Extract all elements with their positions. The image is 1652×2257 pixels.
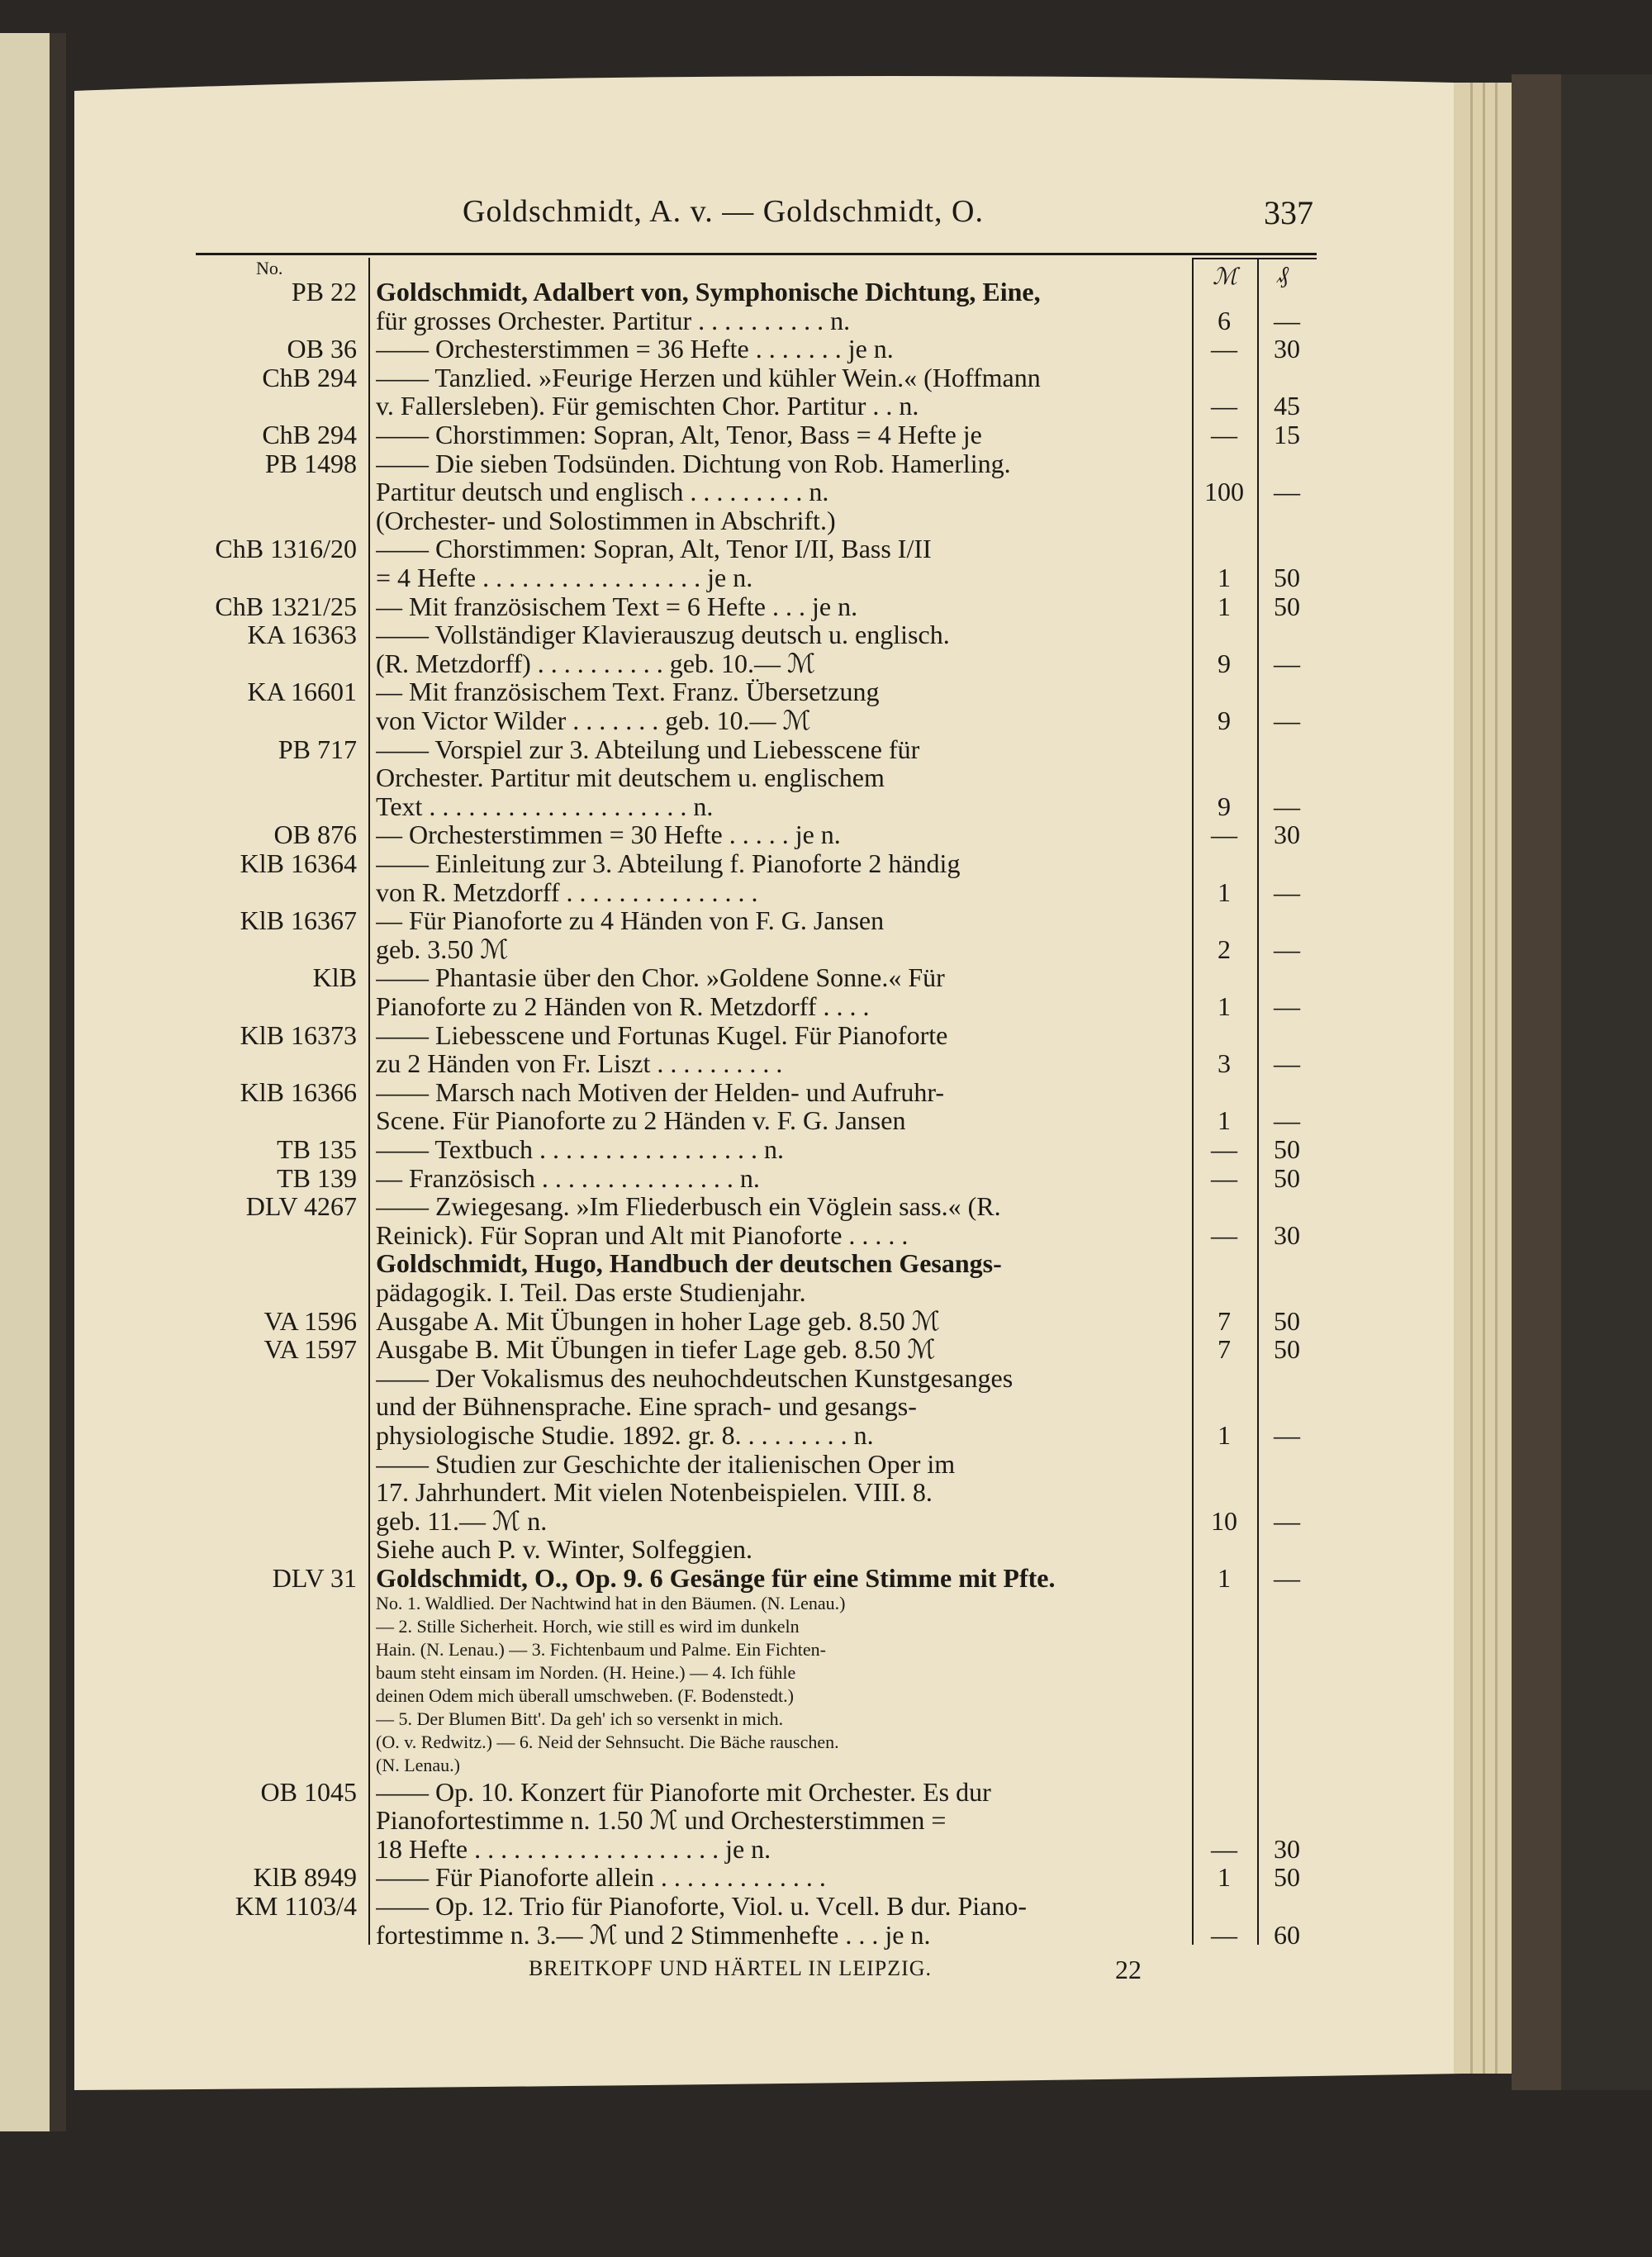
entry-text: pädagogik. I. Teil. Das erste Studienjahr.	[376, 1277, 806, 1307]
catalog-row	[0, 905, 1652, 935]
entry-text: und der Bühnensprache. Eine sprach- und gesangs-	[376, 1391, 917, 1422]
price-pfennig: —	[1274, 1505, 1300, 1536]
price-mark: 1	[1218, 991, 1231, 1021]
price-pfennig: 50	[1274, 1862, 1300, 1893]
catalog-row	[0, 449, 1652, 478]
catalog-number: ChB 1316/20	[215, 534, 357, 564]
entry-text: Scene. Für Pianoforte zu 2 Händen v. F. G. Jansen	[376, 1105, 906, 1136]
entry-text: —— Op. 12. Trio für Pianoforte, Viol. u. Vcell. B dur. Piano-	[376, 1891, 1027, 1921]
price-mark: —	[1211, 1162, 1237, 1193]
price-mark: 6	[1218, 305, 1231, 335]
price-pfennig: —	[1274, 934, 1300, 964]
price-mark: 1	[1218, 1105, 1231, 1136]
entry-text: v. Fallersleben). Für gemischten Chor. Partitur . . n.	[376, 391, 919, 421]
entry-text: — Mit französischem Text = 6 Hefte . . . je n.	[376, 591, 858, 621]
entry-text: —— Marsch nach Motiven der Helden- und Aufruhr-	[376, 1076, 945, 1107]
catalog-row	[0, 1077, 1652, 1107]
price-mark: 9	[1218, 791, 1231, 821]
catalog-row	[0, 1862, 1652, 1892]
price-mark: 2	[1218, 934, 1231, 964]
entry-text: Ausgabe A. Mit Übungen in hoher Lage geb. 8.50 ℳ	[376, 1305, 940, 1336]
price-mark: —	[1211, 1134, 1237, 1164]
column-header-pf: ₰	[1277, 263, 1289, 288]
catalog-number: VA 1596	[263, 1305, 357, 1336]
catalog-number: OB 876	[273, 820, 357, 850]
catalog-row	[0, 1534, 1652, 1564]
price-mark: —	[1211, 820, 1237, 850]
entry-text: Goldschmidt, Adalbert von, Symphonische Dichtung, Eine,	[376, 277, 1041, 306]
catalog-row	[0, 1134, 1652, 1164]
catalog-row	[0, 1163, 1652, 1193]
catalog-number: PB 717	[278, 734, 357, 764]
entry-text: —— Vollständiger Klavierauszug deutsch u. englisch.	[376, 620, 950, 650]
price-mark: 1	[1218, 563, 1231, 592]
price-mark: 1	[1218, 1563, 1231, 1593]
entry-text: (O. v. Redwitz.) — 6. Neid der Sehnsucht. Die Bäche rauschen.	[376, 1731, 839, 1752]
price-pfennig: 45	[1274, 391, 1300, 421]
catalog-number: KlB 16367	[240, 905, 357, 936]
catalog-row	[0, 1105, 1652, 1135]
entry-text: —— Chorstimmen: Sopran, Alt, Tenor I/II, Bass I/II	[376, 534, 932, 564]
entry-text: Goldschmidt, O., Op. 9. 6 Gesänge für eine Stimme mit Pfte.	[376, 1563, 1056, 1593]
catalog-number: TB 139	[277, 1162, 357, 1193]
catalog-row	[0, 791, 1652, 821]
entry-text: von Victor Wilder . . . . . . . geb. 10.— ℳ	[376, 706, 811, 735]
entry-text: für grosses Orchester. Partitur . . . . . . . . . . n.	[376, 305, 851, 335]
catalog-row	[0, 1191, 1652, 1221]
entry-text: (N. Lenau.)	[376, 1754, 461, 1775]
entry-text: Text . . . . . . . . . . . . . . . . . . . . n.	[376, 791, 714, 821]
catalog-number: PB 22	[291, 277, 357, 306]
price-pfennig: —	[1274, 1048, 1300, 1079]
catalog-row	[0, 592, 1652, 621]
entry-text: —— Die sieben Todsünden. Dichtung von Rob. Hamerling.	[376, 448, 1011, 478]
price-mark: 1	[1218, 1420, 1231, 1450]
catalog-number: KA 16601	[247, 677, 357, 707]
catalog-number: DLV 31	[272, 1563, 357, 1593]
catalog-row	[0, 763, 1652, 792]
price-mark: —	[1211, 420, 1237, 449]
entry-text: — 5. Der Blumen Bitt'. Da geh' ich so versenkt in mich.	[376, 1708, 784, 1729]
catalog-row	[0, 363, 1652, 392]
price-pfennig: —	[1274, 791, 1300, 821]
catalog-row	[0, 677, 1652, 706]
entry-text: deinen Odem mich überall umschweben. (F. Bodenstedt.)	[376, 1684, 794, 1706]
price-pfennig: 60	[1274, 1919, 1300, 1950]
imprint: BREITKOPF UND HÄRTEL IN LEIPZIG.	[529, 1956, 933, 1980]
price-mark: —	[1211, 1919, 1237, 1950]
catalog-row	[0, 1277, 1652, 1307]
catalog-row	[0, 420, 1652, 449]
price-pfennig: —	[1274, 1420, 1300, 1450]
entry-text: —— Orchesterstimmen = 36 Hefte . . . . . . . je n.	[376, 334, 894, 364]
entry-text: baum steht einsam im Norden. (H. Heine.) — 4. Ich fühle	[376, 1661, 796, 1683]
price-pfennig: —	[1274, 648, 1300, 678]
catalog-row	[0, 1477, 1652, 1507]
entry-text: — Mit französischem Text. Franz. Übersetzung	[376, 677, 880, 707]
catalog-number: ChB 1321/25	[215, 591, 357, 621]
price-pfennig: 50	[1274, 1162, 1300, 1193]
entry-text: Pianofortestimme n. 1.50 ℳ und Orchesterstimmen =	[376, 1805, 947, 1836]
entry-text: — 2. Stille Sicherheit. Horch, wie still es wird im dunkeln	[376, 1615, 800, 1637]
entry-text: geb. 11.— ℳ n.	[376, 1505, 548, 1536]
entry-text: zu 2 Händen von Fr. Liszt . . . . . . . . . .	[376, 1048, 783, 1079]
catalog-row	[0, 1020, 1652, 1050]
entry-text: Reinick). Für Sopran und Alt mit Pianoforte . . . . .	[376, 1219, 909, 1250]
price-pfennig: —	[1274, 1105, 1300, 1136]
catalog-row	[0, 534, 1652, 563]
catalog-row	[0, 991, 1652, 1021]
catalog-row	[0, 1220, 1652, 1250]
catalog-number: KA 16363	[247, 620, 357, 650]
entry-text: —— Vorspiel zur 3. Abteilung und Liebesscene für	[376, 734, 920, 764]
entry-text: Ausgabe B. Mit Übungen in tiefer Lage geb. 8.50 ℳ	[376, 1334, 936, 1365]
column-header-mark: ℳ	[1213, 264, 1237, 290]
catalog-row	[0, 563, 1652, 592]
page-number: 337	[1264, 194, 1313, 231]
entry-text: —— Chorstimmen: Sopran, Alt, Tenor, Bass = 4 Hefte je	[376, 420, 982, 449]
entry-text: Goldschmidt, Hugo, Handbuch der deutschen Gesangs-	[376, 1248, 1002, 1279]
entry-text: —— Textbuch . . . . . . . . . . . . . . . . . n.	[376, 1134, 785, 1164]
catalog-row	[0, 334, 1652, 363]
catalog-number: TB 135	[277, 1134, 357, 1164]
catalog-row	[0, 1834, 1652, 1864]
price-pfennig: —	[1274, 991, 1300, 1021]
entry-text: —— Für Pianoforte allein . . . . . . . . . . . . .	[376, 1862, 826, 1893]
entry-text: —— Phantasie über den Chor. »Goldene Sonne.« Für	[376, 962, 945, 993]
price-pfennig: 30	[1274, 1833, 1300, 1864]
price-pfennig: 15	[1274, 420, 1300, 449]
entry-text: — Für Pianoforte zu 4 Händen von F. G. Jansen	[376, 905, 885, 936]
catalog-row	[0, 1920, 1652, 1950]
price-mark: —	[1211, 334, 1237, 364]
price-pfennig: —	[1274, 1563, 1300, 1593]
entry-text: —— Zwiegesang. »Im Fliederbusch ein Vöglein sass.« (R.	[376, 1191, 1001, 1222]
catalog-row	[0, 1777, 1652, 1807]
signature-mark: 22	[1115, 1955, 1142, 1984]
catalog-number: KlB 16373	[240, 1019, 357, 1050]
price-pfennig: 50	[1274, 1305, 1300, 1336]
price-pfennig: 50	[1274, 591, 1300, 621]
price-mark: 1	[1218, 591, 1231, 621]
price-mark: 7	[1218, 1334, 1231, 1365]
price-mark: —	[1211, 391, 1237, 421]
catalog-row	[0, 962, 1652, 992]
catalog-row	[0, 934, 1652, 964]
catalog-row	[0, 649, 1652, 678]
catalog-number: OB 1045	[260, 1776, 357, 1807]
catalog-number: KlB 8949	[253, 1862, 357, 1893]
entry-text: von R. Metzdorff . . . . . . . . . . . . . . .	[376, 877, 758, 907]
catalog-row	[0, 820, 1652, 849]
price-pfennig: —	[1274, 305, 1300, 335]
entry-text: —— Der Vokalismus des neuhochdeutschen Kunstgesanges	[376, 1362, 1014, 1393]
column-header-no: No.	[256, 258, 283, 278]
price-pfennig: —	[1274, 877, 1300, 907]
header-rule-thin	[1192, 258, 1317, 259]
entry-text: No. 1. Waldlied. Der Nachtwind hat in den Bäumen. (N. Lenau.)	[376, 1592, 846, 1613]
catalog-row	[0, 1805, 1652, 1835]
price-mark: —	[1211, 1219, 1237, 1250]
catalog-row	[0, 848, 1652, 878]
catalog-row	[0, 1449, 1652, 1479]
price-mark: 9	[1218, 648, 1231, 678]
entry-text: —— Studien zur Geschichte der italienischen Oper im	[376, 1448, 956, 1479]
price-mark: 9	[1218, 706, 1231, 735]
catalog-row	[0, 1420, 1652, 1450]
catalog-row	[0, 734, 1652, 764]
entry-text: 18 Hefte . . . . . . . . . . . . . . . . . . . je n.	[376, 1833, 771, 1864]
catalog-row	[0, 277, 1652, 306]
entry-text: Siehe auch P. v. Winter, Solfeggien.	[376, 1534, 753, 1565]
catalog-row	[0, 1306, 1652, 1336]
running-head-title: Goldschmidt, A. v. — Goldschmidt, O.	[463, 194, 984, 229]
price-mark: —	[1211, 1833, 1237, 1864]
catalog-row	[0, 706, 1652, 735]
catalog-number: KM 1103/4	[235, 1891, 357, 1921]
entry-text: Orchester. Partitur mit deutschem u. englischem	[376, 763, 885, 793]
catalog-row	[0, 620, 1652, 649]
catalog-row	[0, 1363, 1652, 1393]
price-mark: 10	[1211, 1505, 1237, 1536]
price-pfennig: 50	[1274, 1134, 1300, 1164]
running-head	[198, 188, 1313, 238]
catalog-number: ChB 294	[262, 362, 357, 392]
price-pfennig: 30	[1274, 1219, 1300, 1250]
price-pfennig: —	[1274, 706, 1300, 735]
price-pfennig: 50	[1274, 563, 1300, 592]
entry-text: geb. 3.50 ℳ	[376, 934, 509, 964]
catalog-number: KlB	[312, 962, 357, 993]
price-mark: 100	[1204, 477, 1244, 507]
header-rule	[196, 253, 1317, 255]
entry-text: —— Op. 10. Konzert für Pianoforte mit Orchester. Es dur	[376, 1776, 991, 1807]
entry-text: Partitur deutsch und englisch . . . . . . . . . n.	[376, 477, 829, 507]
price-pfennig: 30	[1274, 334, 1300, 364]
entry-text: —— Einleitung zur 3. Abteilung f. Pianoforte 2 händig	[376, 848, 961, 878]
price-mark: 1	[1218, 877, 1231, 907]
catalog-row	[0, 1048, 1652, 1078]
price-mark: 7	[1218, 1305, 1231, 1336]
entry-text: (Orchester- und Solostimmen in Abschrift.)	[376, 505, 836, 535]
entry-text: — Französisch . . . . . . . . . . . . . . . n.	[376, 1162, 760, 1193]
price-pfennig: —	[1274, 477, 1300, 507]
catalog-number: VA 1597	[263, 1334, 357, 1365]
entry-text: (R. Metzdorff) . . . . . . . . . . geb. 10.— ℳ	[376, 648, 816, 678]
catalog-number: ChB 294	[262, 420, 357, 449]
catalog-row	[0, 1391, 1652, 1421]
catalog-number: PB 1498	[264, 448, 357, 478]
catalog-row	[0, 1248, 1652, 1278]
entry-text: fortestimme n. 3.— ℳ und 2 Stimmenhefte . . . je n.	[376, 1919, 931, 1950]
catalog-row	[0, 306, 1652, 335]
catalog-row	[0, 1891, 1652, 1921]
price-mark: 3	[1218, 1048, 1231, 1079]
catalog-number: KlB 16366	[240, 1076, 357, 1107]
catalog-row	[0, 1563, 1652, 1593]
entry-text: 17. Jahrhundert. Mit vielen Notenbeispielen. VIII. 8.	[376, 1477, 933, 1508]
catalog-number: DLV 4267	[245, 1191, 357, 1222]
entry-text: Hain. (N. Lenau.) — 3. Fichtenbaum und Palme. Ein Fichten-	[376, 1638, 826, 1660]
entry-text: —— Tanzlied. »Feurige Herzen und kühler Wein.« (Hoffmann	[376, 362, 1041, 392]
catalog-row	[0, 477, 1652, 506]
catalog-row	[0, 391, 1652, 421]
price-mark: 1	[1218, 1862, 1231, 1893]
catalog-row	[0, 506, 1652, 535]
entry-text: Pianoforte zu 2 Händen von R. Metzdorff . . . .	[376, 991, 870, 1021]
catalog-row	[0, 1506, 1652, 1536]
price-pfennig: 30	[1274, 820, 1300, 850]
price-pfennig: 50	[1274, 1334, 1300, 1365]
catalog-number: OB 36	[287, 334, 357, 364]
catalog-number: KlB 16364	[240, 848, 357, 878]
entry-text: = 4 Hefte . . . . . . . . . . . . . . . . . je n.	[376, 563, 753, 592]
entry-text: —— Liebesscene und Fortunas Kugel. Für Pianoforte	[376, 1019, 948, 1050]
entry-text: physiologische Studie. 1892. gr. 8. . . . . . . . . n.	[376, 1420, 874, 1450]
entry-text: — Orchesterstimmen = 30 Hefte . . . . . je n.	[376, 820, 841, 850]
catalog-row	[0, 877, 1652, 907]
catalog-row	[0, 1334, 1652, 1364]
